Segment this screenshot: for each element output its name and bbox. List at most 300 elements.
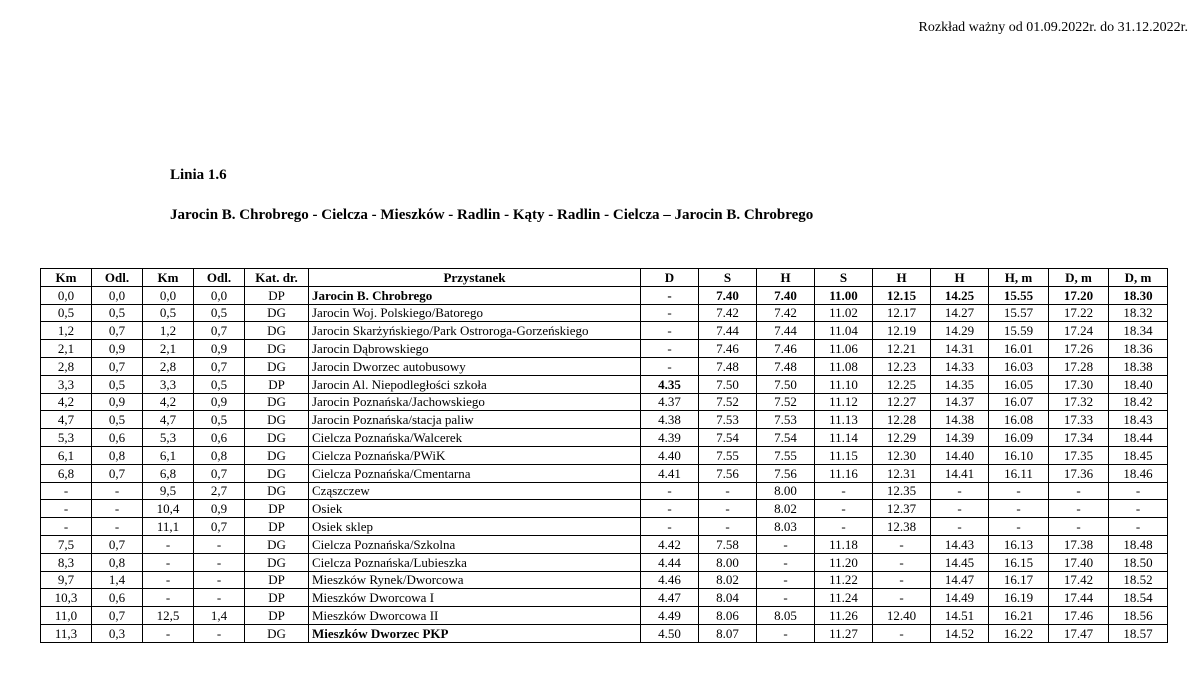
stop-name-cell: Jarocin Poznańska/stacja paliw bbox=[309, 411, 641, 429]
table-cell: 4.42 bbox=[641, 535, 699, 553]
table-cell: - bbox=[931, 500, 989, 518]
table-cell: 7.52 bbox=[757, 393, 815, 411]
table-cell: 0,5 bbox=[92, 304, 143, 322]
table-cell: 8.03 bbox=[757, 518, 815, 536]
table-cell: 14.31 bbox=[931, 340, 989, 358]
column-header: D bbox=[641, 269, 699, 287]
stop-name-cell: Jarocin Dworzec autobusowy bbox=[309, 357, 641, 375]
table-cell: 11.15 bbox=[815, 446, 873, 464]
table-cell: 0,7 bbox=[92, 607, 143, 625]
table-cell: 8.00 bbox=[699, 553, 757, 571]
table-cell: 4,2 bbox=[143, 393, 194, 411]
table-cell: 4,7 bbox=[41, 411, 92, 429]
table-cell: 17.28 bbox=[1049, 357, 1109, 375]
table-cell: 7.54 bbox=[757, 429, 815, 447]
table-cell: 4.49 bbox=[641, 607, 699, 625]
table-cell: 8.05 bbox=[757, 607, 815, 625]
table-cell: 15.55 bbox=[989, 286, 1049, 304]
table-cell: 8.07 bbox=[699, 624, 757, 642]
stop-name-cell: Cząszczew bbox=[309, 482, 641, 500]
table-cell: 17.44 bbox=[1049, 589, 1109, 607]
table-cell: 4.35 bbox=[641, 375, 699, 393]
table-row bbox=[41, 286, 1168, 304]
table-cell: 11.04 bbox=[815, 322, 873, 340]
table-cell: DG bbox=[245, 304, 309, 322]
table-cell: 11.14 bbox=[815, 429, 873, 447]
table-cell: - bbox=[931, 482, 989, 500]
table-cell: 12.25 bbox=[873, 375, 931, 393]
table-cell: 0,5 bbox=[92, 375, 143, 393]
column-header: Odl. bbox=[92, 269, 143, 287]
table-cell: 11.06 bbox=[815, 340, 873, 358]
table-cell: 18.44 bbox=[1109, 429, 1168, 447]
table-row bbox=[41, 446, 1168, 464]
table-cell: 3,3 bbox=[41, 375, 92, 393]
table-cell: - bbox=[931, 518, 989, 536]
table-cell: 12.23 bbox=[873, 357, 931, 375]
table-cell: DG bbox=[245, 624, 309, 642]
table-cell: 14.38 bbox=[931, 411, 989, 429]
table-cell: 7.48 bbox=[699, 357, 757, 375]
table-cell: 2,8 bbox=[143, 357, 194, 375]
table-cell: 7.40 bbox=[699, 286, 757, 304]
timetable bbox=[40, 268, 1168, 643]
table-cell: 0,7 bbox=[194, 322, 245, 340]
table-cell: 0,0 bbox=[143, 286, 194, 304]
table-cell: 9,7 bbox=[41, 571, 92, 589]
table-cell: DG bbox=[245, 322, 309, 340]
table-row bbox=[41, 411, 1168, 429]
table-cell: - bbox=[92, 500, 143, 518]
table-cell: 11.16 bbox=[815, 464, 873, 482]
table-cell: 18.42 bbox=[1109, 393, 1168, 411]
table-cell: 7.56 bbox=[699, 464, 757, 482]
table-row bbox=[41, 340, 1168, 358]
table-cell: - bbox=[873, 535, 931, 553]
table-cell: DP bbox=[245, 571, 309, 589]
table-cell: DG bbox=[245, 393, 309, 411]
table-cell: 14.51 bbox=[931, 607, 989, 625]
table-cell: 14.37 bbox=[931, 393, 989, 411]
table-cell: 4.37 bbox=[641, 393, 699, 411]
table-cell: 18.40 bbox=[1109, 375, 1168, 393]
table-cell: 0,7 bbox=[194, 357, 245, 375]
table-row bbox=[41, 589, 1168, 607]
table-cell: 0,5 bbox=[92, 411, 143, 429]
stop-name-cell: Cielcza Poznańska/PWiK bbox=[309, 446, 641, 464]
table-cell: 18.46 bbox=[1109, 464, 1168, 482]
table-cell: 6,8 bbox=[41, 464, 92, 482]
column-header: Odl. bbox=[194, 269, 245, 287]
stop-name-cell: Jarocin Woj. Polskiego/Batorego bbox=[309, 304, 641, 322]
table-cell: 7.52 bbox=[699, 393, 757, 411]
column-header: Km bbox=[143, 269, 194, 287]
table-cell: 17.38 bbox=[1049, 535, 1109, 553]
stop-name-cell: Jarocin B. Chrobrego bbox=[309, 286, 641, 304]
table-cell: 3,3 bbox=[143, 375, 194, 393]
table-cell: 12.19 bbox=[873, 322, 931, 340]
stop-name-cell: Mieszków Dworzec PKP bbox=[309, 624, 641, 642]
table-cell: - bbox=[194, 553, 245, 571]
stop-name-cell: Mieszków Dworcowa II bbox=[309, 607, 641, 625]
table-cell: 4.44 bbox=[641, 553, 699, 571]
column-header: H bbox=[757, 269, 815, 287]
table-cell: 11.12 bbox=[815, 393, 873, 411]
table-cell: DP bbox=[245, 286, 309, 304]
table-cell: 12.35 bbox=[873, 482, 931, 500]
table-cell: 17.35 bbox=[1049, 446, 1109, 464]
table-cell: - bbox=[757, 553, 815, 571]
table-cell: 12.37 bbox=[873, 500, 931, 518]
table-cell: - bbox=[143, 553, 194, 571]
table-cell: - bbox=[757, 535, 815, 553]
table-cell: 14.27 bbox=[931, 304, 989, 322]
table-cell: 0,5 bbox=[194, 304, 245, 322]
table-cell: 18.57 bbox=[1109, 624, 1168, 642]
table-cell: 4.39 bbox=[641, 429, 699, 447]
table-cell: 11,3 bbox=[41, 624, 92, 642]
table-cell: 0,0 bbox=[194, 286, 245, 304]
table-cell: 11.10 bbox=[815, 375, 873, 393]
table-cell: 16.13 bbox=[989, 535, 1049, 553]
table-cell: 0,6 bbox=[92, 429, 143, 447]
table-cell: DG bbox=[245, 357, 309, 375]
table-cell: - bbox=[815, 500, 873, 518]
stop-name-cell: Mieszków Rynek/Dworcowa bbox=[309, 571, 641, 589]
table-cell: 7.53 bbox=[757, 411, 815, 429]
table-cell: - bbox=[194, 624, 245, 642]
table-cell: 0,6 bbox=[92, 589, 143, 607]
stop-name-cell: Osiek sklep bbox=[309, 518, 641, 536]
table-cell: - bbox=[143, 624, 194, 642]
table-cell: 11.18 bbox=[815, 535, 873, 553]
table-cell: 4,2 bbox=[41, 393, 92, 411]
table-row bbox=[41, 553, 1168, 571]
table-cell: 12.17 bbox=[873, 304, 931, 322]
table-cell: DP bbox=[245, 607, 309, 625]
table-cell: 17.47 bbox=[1049, 624, 1109, 642]
table-cell: 11,1 bbox=[143, 518, 194, 536]
table-cell: 0,5 bbox=[194, 375, 245, 393]
table-cell: - bbox=[143, 589, 194, 607]
table-cell: - bbox=[699, 482, 757, 500]
table-cell: DG bbox=[245, 429, 309, 447]
table-cell: 12.30 bbox=[873, 446, 931, 464]
table-cell: 0,7 bbox=[92, 357, 143, 375]
table-cell: 0,5 bbox=[143, 304, 194, 322]
table-cell: - bbox=[641, 340, 699, 358]
table-cell: 0,7 bbox=[92, 464, 143, 482]
table-cell: 2,1 bbox=[143, 340, 194, 358]
table-cell: - bbox=[1049, 500, 1109, 518]
table-cell: 12,5 bbox=[143, 607, 194, 625]
table-cell: 17.22 bbox=[1049, 304, 1109, 322]
table-cell: 17.24 bbox=[1049, 322, 1109, 340]
table-cell: - bbox=[143, 571, 194, 589]
table-cell: 16.09 bbox=[989, 429, 1049, 447]
table-cell: - bbox=[641, 286, 699, 304]
table-cell: 17.42 bbox=[1049, 571, 1109, 589]
table-cell: 7.54 bbox=[699, 429, 757, 447]
column-header: H bbox=[873, 269, 931, 287]
table-cell: DG bbox=[245, 340, 309, 358]
table-cell: - bbox=[815, 518, 873, 536]
table-cell: - bbox=[873, 571, 931, 589]
column-header: H, m bbox=[989, 269, 1049, 287]
table-row bbox=[41, 607, 1168, 625]
table-cell: 7.55 bbox=[699, 446, 757, 464]
table-cell: 7.42 bbox=[757, 304, 815, 322]
table-cell: 17.30 bbox=[1049, 375, 1109, 393]
table-cell: 4.41 bbox=[641, 464, 699, 482]
table-cell: 7.44 bbox=[699, 322, 757, 340]
table-cell: - bbox=[699, 500, 757, 518]
table-cell: 18.36 bbox=[1109, 340, 1168, 358]
table-cell: 11,0 bbox=[41, 607, 92, 625]
table-cell: 0,8 bbox=[194, 446, 245, 464]
table-cell: 1,2 bbox=[143, 322, 194, 340]
table-cell: DP bbox=[245, 589, 309, 607]
table-cell: 4.40 bbox=[641, 446, 699, 464]
table-cell: 6,8 bbox=[143, 464, 194, 482]
table-cell: 18.34 bbox=[1109, 322, 1168, 340]
table-cell: 14.33 bbox=[931, 357, 989, 375]
table-cell: 14.29 bbox=[931, 322, 989, 340]
table-cell: 7.46 bbox=[757, 340, 815, 358]
table-cell: 8.02 bbox=[699, 571, 757, 589]
table-row bbox=[41, 518, 1168, 536]
table-cell: DG bbox=[245, 553, 309, 571]
table-cell: 16.05 bbox=[989, 375, 1049, 393]
table-cell: 2,7 bbox=[194, 482, 245, 500]
validity-date: Rozkład ważny od 01.09.2022r. do 31.12.2022r. bbox=[918, 20, 1188, 35]
table-cell: 7.56 bbox=[757, 464, 815, 482]
table-cell: - bbox=[41, 500, 92, 518]
table-cell: 12.28 bbox=[873, 411, 931, 429]
table-cell: 4.38 bbox=[641, 411, 699, 429]
table-cell: 7.48 bbox=[757, 357, 815, 375]
table-cell: - bbox=[1109, 518, 1168, 536]
column-header: D, m bbox=[1049, 269, 1109, 287]
table-cell: - bbox=[1109, 500, 1168, 518]
table-cell: 17.20 bbox=[1049, 286, 1109, 304]
table-cell: 0,3 bbox=[92, 624, 143, 642]
column-header: Przystanek bbox=[309, 269, 641, 287]
table-row bbox=[41, 535, 1168, 553]
table-cell: 18.48 bbox=[1109, 535, 1168, 553]
table-cell: - bbox=[92, 518, 143, 536]
table-cell: 16.11 bbox=[989, 464, 1049, 482]
table-cell: 7.42 bbox=[699, 304, 757, 322]
table-cell: 14.49 bbox=[931, 589, 989, 607]
table-cell: - bbox=[641, 500, 699, 518]
table-cell: DP bbox=[245, 518, 309, 536]
table-cell: 0,5 bbox=[194, 411, 245, 429]
table-cell: 4.50 bbox=[641, 624, 699, 642]
table-cell: 18.54 bbox=[1109, 589, 1168, 607]
table-cell: 15.57 bbox=[989, 304, 1049, 322]
table-cell: 4,7 bbox=[143, 411, 194, 429]
stop-name-cell: Cielcza Poznańska/Walcerek bbox=[309, 429, 641, 447]
table-body bbox=[41, 286, 1168, 642]
table-cell: 10,4 bbox=[143, 500, 194, 518]
table-cell: - bbox=[41, 482, 92, 500]
table-cell: 0,9 bbox=[194, 500, 245, 518]
table-cell: - bbox=[41, 518, 92, 536]
table-cell: - bbox=[873, 624, 931, 642]
table-cell: - bbox=[757, 624, 815, 642]
table-cell: - bbox=[873, 589, 931, 607]
table-cell: 11.27 bbox=[815, 624, 873, 642]
table-row bbox=[41, 482, 1168, 500]
table-header-row bbox=[41, 269, 1168, 287]
table-cell: 0,7 bbox=[194, 518, 245, 536]
table-cell: 6,1 bbox=[41, 446, 92, 464]
table-cell: - bbox=[757, 589, 815, 607]
table-cell: - bbox=[815, 482, 873, 500]
table-cell: 0,9 bbox=[194, 393, 245, 411]
table-cell: - bbox=[989, 500, 1049, 518]
table-cell: - bbox=[641, 322, 699, 340]
table-cell: 18.30 bbox=[1109, 286, 1168, 304]
table-cell: 0,9 bbox=[194, 340, 245, 358]
table-cell: 2,8 bbox=[41, 357, 92, 375]
table-cell: - bbox=[194, 571, 245, 589]
table-cell: 11.02 bbox=[815, 304, 873, 322]
table-cell: 12.31 bbox=[873, 464, 931, 482]
table-cell: 16.15 bbox=[989, 553, 1049, 571]
table-cell: - bbox=[641, 482, 699, 500]
table-cell: 11.26 bbox=[815, 607, 873, 625]
table-row bbox=[41, 393, 1168, 411]
stop-name-cell: Jarocin Poznańska/Jachowskiego bbox=[309, 393, 641, 411]
table-cell: 1,4 bbox=[92, 571, 143, 589]
stop-name-cell: Jarocin Dąbrowskiego bbox=[309, 340, 641, 358]
column-header: Km bbox=[41, 269, 92, 287]
table-cell: - bbox=[92, 482, 143, 500]
table-cell: 2,1 bbox=[41, 340, 92, 358]
table-cell: 17.46 bbox=[1049, 607, 1109, 625]
table-cell: - bbox=[194, 535, 245, 553]
table-row bbox=[41, 500, 1168, 518]
table-cell: 11.20 bbox=[815, 553, 873, 571]
table-cell: 16.01 bbox=[989, 340, 1049, 358]
table-cell: - bbox=[1049, 518, 1109, 536]
table-cell: 16.17 bbox=[989, 571, 1049, 589]
table-cell: DG bbox=[245, 446, 309, 464]
table-cell: 0,9 bbox=[92, 340, 143, 358]
table-row bbox=[41, 304, 1168, 322]
table-cell: 12.29 bbox=[873, 429, 931, 447]
table-cell: 12.38 bbox=[873, 518, 931, 536]
route-description: Jarocin B. Chrobrego - Cielcza - Mieszków - Radlin - Kąty - Radlin - Cielcza – Jarocin B. Chrobrego bbox=[170, 207, 814, 223]
stop-name-cell: Osiek bbox=[309, 500, 641, 518]
table-cell: - bbox=[989, 482, 1049, 500]
table-cell: 12.40 bbox=[873, 607, 931, 625]
stop-name-cell: Cielcza Poznańska/Szkolna bbox=[309, 535, 641, 553]
table-row bbox=[41, 375, 1168, 393]
table-cell: 18.32 bbox=[1109, 304, 1168, 322]
table-cell: 14.52 bbox=[931, 624, 989, 642]
table-cell: 0,5 bbox=[41, 304, 92, 322]
table-cell: 14.40 bbox=[931, 446, 989, 464]
table-cell: 0,7 bbox=[194, 464, 245, 482]
table-cell: - bbox=[641, 518, 699, 536]
table-cell: 12.21 bbox=[873, 340, 931, 358]
table-cell: 16.10 bbox=[989, 446, 1049, 464]
table-cell: 1,4 bbox=[194, 607, 245, 625]
table-cell: - bbox=[194, 589, 245, 607]
table-cell: - bbox=[143, 535, 194, 553]
table-cell: 18.38 bbox=[1109, 357, 1168, 375]
table-cell: 7.55 bbox=[757, 446, 815, 464]
table-cell: 16.21 bbox=[989, 607, 1049, 625]
stop-name-cell: Jarocin Al. Niepodległości szkoła bbox=[309, 375, 641, 393]
table-cell: 7,5 bbox=[41, 535, 92, 553]
column-header: S bbox=[815, 269, 873, 287]
table-cell: 0,0 bbox=[92, 286, 143, 304]
table-cell: 16.22 bbox=[989, 624, 1049, 642]
table-cell: 5,3 bbox=[41, 429, 92, 447]
table-cell: 5,3 bbox=[143, 429, 194, 447]
table-cell: 16.08 bbox=[989, 411, 1049, 429]
table-cell: 17.34 bbox=[1049, 429, 1109, 447]
table-cell: 8.06 bbox=[699, 607, 757, 625]
table-cell: 17.26 bbox=[1049, 340, 1109, 358]
table-cell: DG bbox=[245, 482, 309, 500]
table-cell: 6,1 bbox=[143, 446, 194, 464]
column-header: Kat. dr. bbox=[245, 269, 309, 287]
table-cell: - bbox=[1109, 482, 1168, 500]
table-cell: 10,3 bbox=[41, 589, 92, 607]
table-cell: 18.50 bbox=[1109, 553, 1168, 571]
table-cell: DG bbox=[245, 411, 309, 429]
table-cell: 8,3 bbox=[41, 553, 92, 571]
table-cell: 11.22 bbox=[815, 571, 873, 589]
stop-name-cell: Cielcza Poznańska/Lubieszka bbox=[309, 553, 641, 571]
table-cell: - bbox=[989, 518, 1049, 536]
table-cell: 14.35 bbox=[931, 375, 989, 393]
table-cell: - bbox=[641, 357, 699, 375]
table-cell: 14.25 bbox=[931, 286, 989, 304]
table-cell: 14.39 bbox=[931, 429, 989, 447]
table-cell: 1,2 bbox=[41, 322, 92, 340]
column-header: D, m bbox=[1109, 269, 1168, 287]
column-header: H bbox=[931, 269, 989, 287]
table-cell: DP bbox=[245, 500, 309, 518]
line-number: Linia 1.6 bbox=[170, 167, 227, 183]
table-row bbox=[41, 357, 1168, 375]
table-cell: 14.47 bbox=[931, 571, 989, 589]
table-cell: - bbox=[1049, 482, 1109, 500]
table-cell: 11.00 bbox=[815, 286, 873, 304]
table-cell: 12.27 bbox=[873, 393, 931, 411]
table-cell: 16.07 bbox=[989, 393, 1049, 411]
table-cell: 7.50 bbox=[699, 375, 757, 393]
stop-name-cell: Jarocin Skarżyńskiego/Park Ostroroga-Gorzeńskiego bbox=[309, 322, 641, 340]
table-cell: 0,7 bbox=[92, 535, 143, 553]
table-cell: 18.45 bbox=[1109, 446, 1168, 464]
table-cell: 16.03 bbox=[989, 357, 1049, 375]
table-cell: 14.41 bbox=[931, 464, 989, 482]
table-cell: 14.45 bbox=[931, 553, 989, 571]
table-cell: DG bbox=[245, 535, 309, 553]
table-cell: - bbox=[873, 553, 931, 571]
stop-name-cell: Cielcza Poznańska/Cmentarna bbox=[309, 464, 641, 482]
table-cell: - bbox=[757, 571, 815, 589]
table-cell: - bbox=[641, 304, 699, 322]
table-cell: 4.46 bbox=[641, 571, 699, 589]
